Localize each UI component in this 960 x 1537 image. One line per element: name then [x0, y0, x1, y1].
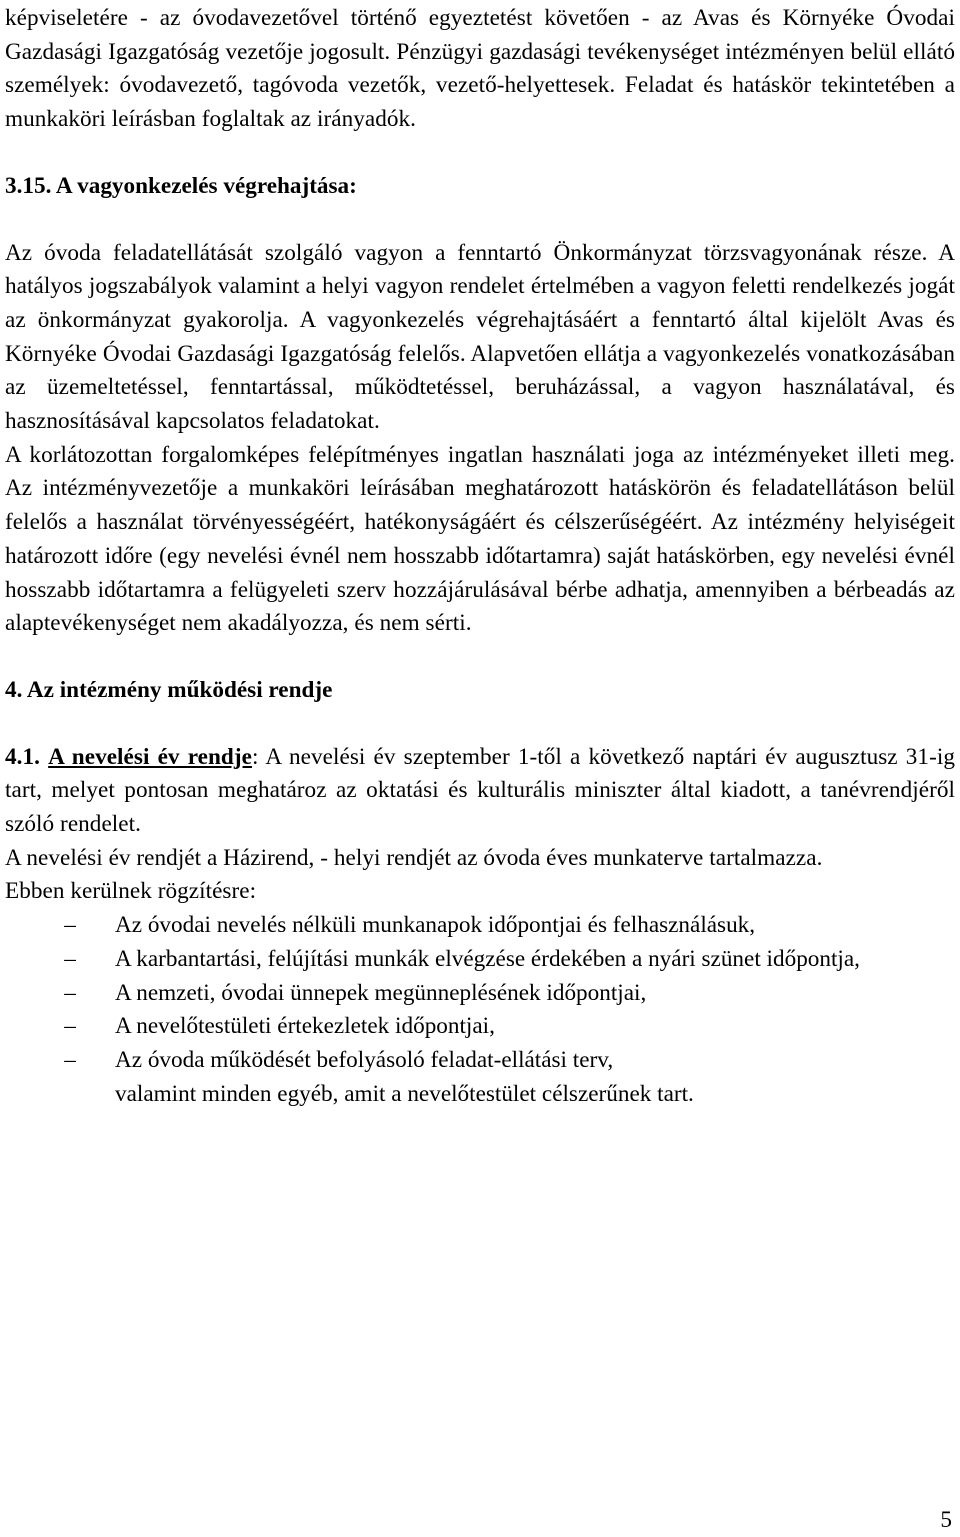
list-intro: Ebben kerülnek rögzítésre:	[5, 878, 257, 905]
section-4-heading: 4. Az intézmény működési rendje	[5, 676, 333, 703]
section-4-1-title: A nevelési év rendje	[48, 743, 252, 770]
list-continuation: valamint minden egyéb, amit a nevelőtestület célszerűnek tart.	[115, 1080, 694, 1107]
dash-bullet-icon: –	[64, 1013, 76, 1040]
list-item-text: Az óvodai nevelés nélküli munkanapok időpontjai és felhasználásuk,	[115, 912, 756, 939]
spacer	[5, 137, 955, 170]
spacer	[5, 641, 955, 674]
spacer	[5, 204, 955, 237]
section-4-1-paragraph-2: A nevelési év rendjét a Házirend, - helyi rendjét az óvoda éves munkaterve tartalmazza.	[5, 844, 823, 871]
dash-bullet-icon: –	[64, 1046, 76, 1073]
recorded-items-list	[5, 909, 955, 1078]
dash-bullet-icon: –	[64, 945, 76, 972]
section-3-15-heading: 3.15. A vagyonkezelés végrehajtása:	[5, 172, 357, 199]
section-4-1-colon: :	[252, 743, 259, 770]
section-3-15-paragraph-2: A korlátozottan forgalomképes felépítményes ingatlan használati joga az intézményeket illeti meg. Az intézményvezetője a munkaköri leírásában meghatározott hatáskörön és feladatellátáson belül felelős a használat törvényességéért, hatékonyságáért és célszerűségéért. Az intézmény helyiségeit határozott időre (egy nevelési évnél nem hosszabb időtartamra) saját hatáskörben, egy nevelési évnél hosszabb időtartamra a felügyeleti szerv hozzájárulásával bérbe adhatja, amennyiben a bérbeadás az alaptevékenységet nem akadályozza, és nem sérti.	[5, 441, 955, 637]
dash-bullet-icon: –	[64, 979, 76, 1006]
document-page	[5, 2, 955, 1111]
dash-bullet-icon: –	[64, 912, 76, 939]
spacer	[5, 708, 955, 741]
list-item-text: A nemzeti, óvodai ünnepek megünneplésének időpontjai,	[115, 979, 647, 1006]
intro-paragraph: képviseletére - az óvodavezetővel történő egyeztetést követően - az Avas és Környéke Óvodai Gazdasági Igazgatóság vezetője jogosult. Pénzügyi gazdasági tevékenységet intézményen belül ellátó személyek: óvodavezető, tagóvoda vezetők, vezető-helyettesek. Feladat és hatáskör tekintetében a munkaköri leírásban foglaltak az irányadók.	[5, 5, 955, 133]
section-4-1-text: A nevelési év szeptember 1-től a következő naptári év augusztusz 31-ig tart, melyet pontosan meghatároz az oktatási és kulturális miniszter által kiadott, a tanévrendjéről szóló rendelet.	[5, 743, 955, 838]
list-item	[5, 977, 955, 1011]
list-item-text: Az óvoda működését befolyásoló feladat-ellátási terv,	[115, 1046, 614, 1073]
list-item	[5, 909, 955, 943]
page-number: 5	[940, 1507, 952, 1533]
list-item	[5, 1044, 955, 1078]
list-item-text: A nevelőtestületi értekezletek időpontjai,	[115, 1013, 495, 1040]
section-4-1-paragraph-1	[5, 741, 955, 842]
section-3-15-paragraph-1: Az óvoda feladatellátását szolgáló vagyon a fenntartó Önkormányzat törzsvagyonának része. A hatályos jogszabályok valamint a helyi vagyon rendelet értelmében a vagyon feletti rendelkezés jogát az önkormányzat gyakorolja. A vagyonkezelés végrehajtásáért a fenntartó által kijelölt Avas és Környéke Óvodai Gazdasági Igazgatóság felelős. Alapvetően ellátja a vagyonkezelés vonatkozásában az üzemeltetéssel, fenntartással, működtetéssel, beruházással, a vagyon használatával, és hasznosításával kapcsolatos feladatokat.	[5, 239, 955, 435]
section-4-1-number: 4.1.	[5, 743, 40, 770]
list-item-text: A karbantartási, felújítási munkák elvégzése érdekében a nyári szünet időpontja,	[115, 945, 860, 972]
list-item	[5, 1010, 955, 1044]
list-item	[5, 943, 955, 977]
